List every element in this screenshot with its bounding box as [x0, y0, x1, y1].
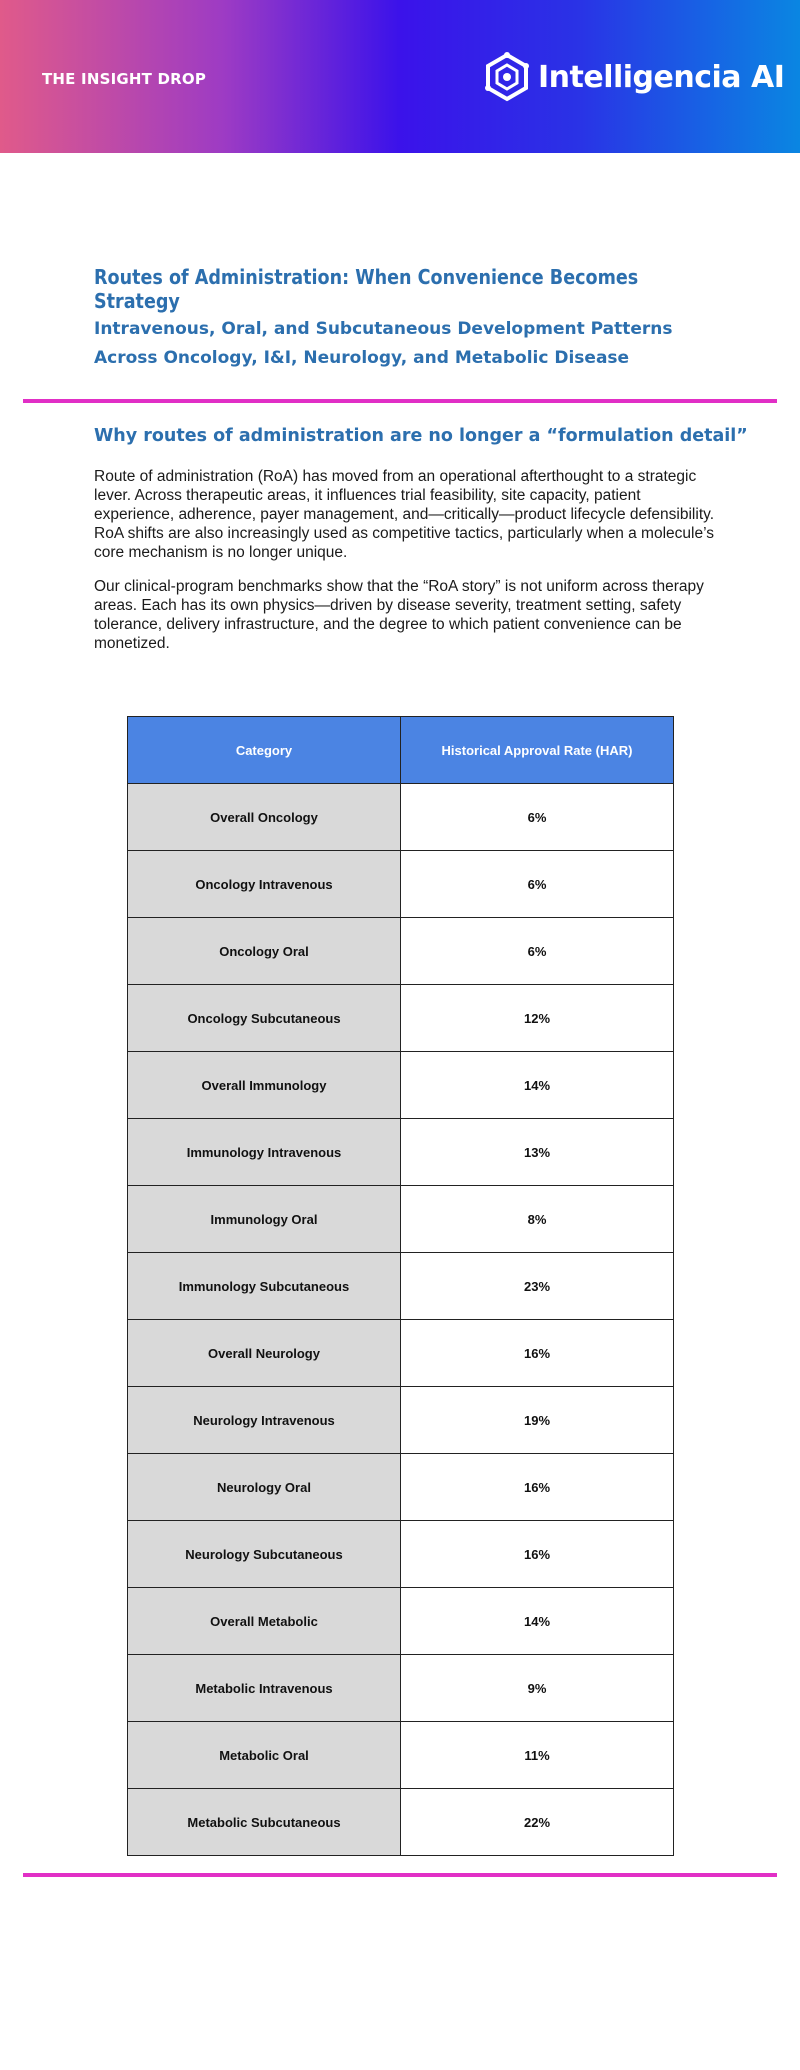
logo-wordmark: Intelligencia AI	[538, 59, 785, 95]
column-header-category: Category	[128, 717, 401, 784]
har-value-cell: 8%	[401, 1186, 674, 1253]
approval-rate-table	[127, 716, 674, 1856]
newsletter-kicker: THE INSIGHT DROP	[42, 70, 207, 88]
body-paragraph: Route of administration (RoA) has moved from an operational afterthought to a strategic lever. Across therapeutic areas, it influences trial feasibility, site capacity, patient experience, adherence, payer management, and—critically—product lifecycle defensibility. RoA shifts are also increasingly used as competitive tactics, particularly when a molecule’s core mechanism is no longer unique.	[94, 468, 715, 561]
category-cell: Metabolic Intravenous	[128, 1655, 401, 1722]
category-cell: Oncology Oral	[128, 918, 401, 985]
table-row	[128, 784, 674, 851]
page-subtitle: Intravenous, Oral, and Subcutaneous Development Patterns Across Oncology, I&I, Neurology, and Metabolic Disease	[94, 319, 673, 368]
har-value-cell: 13%	[401, 1119, 674, 1186]
har-value-cell: 14%	[401, 1052, 674, 1119]
category-cell: Neurology Subcutaneous	[128, 1521, 401, 1588]
har-value-cell: 9%	[401, 1655, 674, 1722]
divider-top	[23, 399, 777, 403]
category-cell: Oncology Intravenous	[128, 851, 401, 918]
har-value-cell: 6%	[401, 784, 674, 851]
category-cell: Overall Immunology	[128, 1052, 401, 1119]
category-cell: Overall Oncology	[128, 784, 401, 851]
category-cell: Overall Neurology	[128, 1320, 401, 1387]
table-row	[128, 1521, 674, 1588]
page-title: Routes of Administration: When Convenience Becomes Strategy	[94, 265, 639, 313]
category-cell: Immunology Oral	[128, 1186, 401, 1253]
section-heading: Why routes of administration are no longer a “formulation detail”	[94, 426, 748, 446]
category-cell: Neurology Intravenous	[128, 1387, 401, 1454]
table-row	[128, 1253, 674, 1320]
har-value-cell: 16%	[401, 1521, 674, 1588]
table-row	[128, 1387, 674, 1454]
har-value-cell: 14%	[401, 1588, 674, 1655]
table-row	[128, 1722, 674, 1789]
table-row	[128, 1588, 674, 1655]
table-header-row	[128, 717, 674, 784]
har-value-cell: 6%	[401, 918, 674, 985]
category-cell: Metabolic Oral	[128, 1722, 401, 1789]
har-value-cell: 22%	[401, 1789, 674, 1856]
har-value-cell: 23%	[401, 1253, 674, 1320]
hexagon-network-icon	[484, 52, 530, 102]
category-cell: Oncology Subcutaneous	[128, 985, 401, 1052]
har-value-cell: 6%	[401, 851, 674, 918]
category-cell: Immunology Subcutaneous	[128, 1253, 401, 1320]
divider-bottom	[23, 1873, 777, 1877]
har-value-cell: 16%	[401, 1320, 674, 1387]
table-row	[128, 1052, 674, 1119]
table-row	[128, 985, 674, 1052]
category-cell: Metabolic Subcutaneous	[128, 1789, 401, 1856]
har-value-cell: 12%	[401, 985, 674, 1052]
column-header-har: Historical Approval Rate (HAR)	[401, 717, 674, 784]
header-banner	[0, 0, 800, 153]
har-value-cell: 16%	[401, 1454, 674, 1521]
company-logo[interactable]	[484, 50, 784, 104]
har-value-cell: 19%	[401, 1387, 674, 1454]
table-row	[128, 1119, 674, 1186]
category-cell: Overall Metabolic	[128, 1588, 401, 1655]
table-row	[128, 1320, 674, 1387]
category-cell: Neurology Oral	[128, 1454, 401, 1521]
table-row	[128, 1454, 674, 1521]
table-row	[128, 851, 674, 918]
har-value-cell: 11%	[401, 1722, 674, 1789]
body-paragraph: Our clinical-program benchmarks show that the “RoA story” is not uniform across therapy areas. Each has its own physics—driven by disease severity, treatment setting, safety tolerance, delivery infrastructure, and the degree to which patient convenience can be monetized.	[94, 578, 704, 652]
table-row	[128, 1655, 674, 1722]
table-row	[128, 1186, 674, 1253]
category-cell: Immunology Intravenous	[128, 1119, 401, 1186]
table-row	[128, 1789, 674, 1856]
table-row	[128, 918, 674, 985]
